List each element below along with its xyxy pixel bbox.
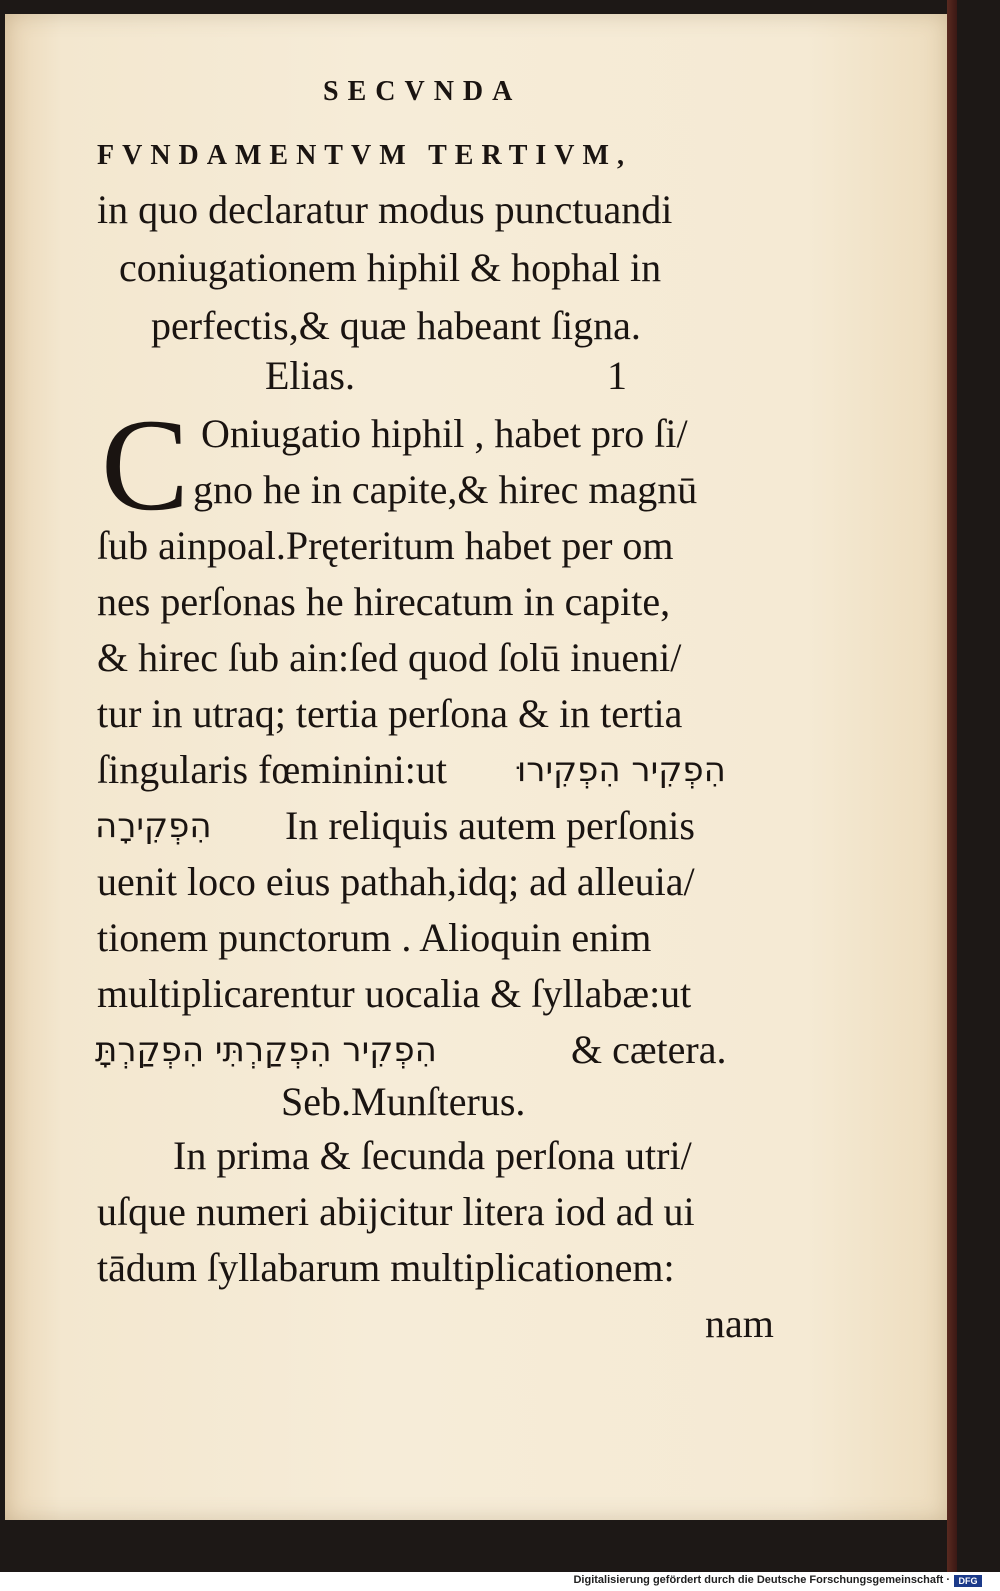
body-line-4: nes perſonas he hirecatum in capite, [97, 579, 671, 624]
chapter-title-line-3: coniugationem hiphil & hophal in [119, 245, 662, 290]
chapter-title-line-4: perfectis,& quæ habeant ſigna. [151, 303, 641, 348]
chapter-title-caps: FVNDAMENTVM TERTIVM, [97, 140, 632, 171]
section-number: 1 [607, 353, 627, 398]
body-line-10: tionem punctorum . Alioquin enim [97, 915, 652, 960]
footer-bar [0, 1572, 1000, 1591]
body-line-8: In reliquis autem perſonis [285, 803, 695, 848]
body-line-3: ſub ainpoal.Pręteritum habet per om [97, 523, 674, 568]
body-line-6: tur in utraq; tertia perſona & in tertia [97, 691, 683, 736]
drop-cap: C [101, 391, 190, 538]
author-munsterus: Seb.Munſterus. [281, 1079, 526, 1124]
hebrew-example-3: הִפְקִיר הִפְקַרְתִּי הִפְקַרְתָּ [95, 1030, 437, 1070]
dfg-logo: DFG [954, 1575, 982, 1587]
footer-credit: Digitalisierung gefördert durch die Deutsche Forschungsgemeinschaft · [573, 1574, 950, 1586]
body-line-12: & cætera. [571, 1027, 727, 1072]
catchword: nam [705, 1301, 774, 1346]
author-elias: Elias. [265, 353, 355, 398]
body-line-15: tādum ſyllabarum multiplicationem: [97, 1245, 675, 1290]
body-line-11: multiplicarentur uocalia & ſyllabæ:ut [97, 971, 692, 1016]
body-line-1: Oniugatio hiphil , habet pro ſi/ [201, 411, 688, 456]
body-line-5: & hirec ſub ain:ſed quod ſolū inueni/ [97, 635, 682, 680]
body-line-2: gno he in capite,& hirec magnū [193, 467, 698, 512]
chapter-title-line-2: in quo declaratur modus punctuandi [97, 187, 673, 232]
running-header: SECVNDA [323, 76, 522, 107]
body-line-7: ſingularis fœminini:ut [97, 747, 447, 792]
body-line-14: uſque numeri abijcitur litera iod ad ui [97, 1189, 695, 1234]
book-spine [947, 0, 957, 1572]
body-line-9: uenit loco eius pathah,idq; ad alleuia/ [97, 859, 695, 904]
body-line-13: In prima & ſecunda perſona utri/ [173, 1133, 692, 1178]
book-page [5, 14, 947, 1520]
hebrew-example-1: הִפְקִיר הִפְקִירוּ [517, 750, 726, 790]
hebrew-example-2: הִפְקִירָה [95, 806, 212, 846]
